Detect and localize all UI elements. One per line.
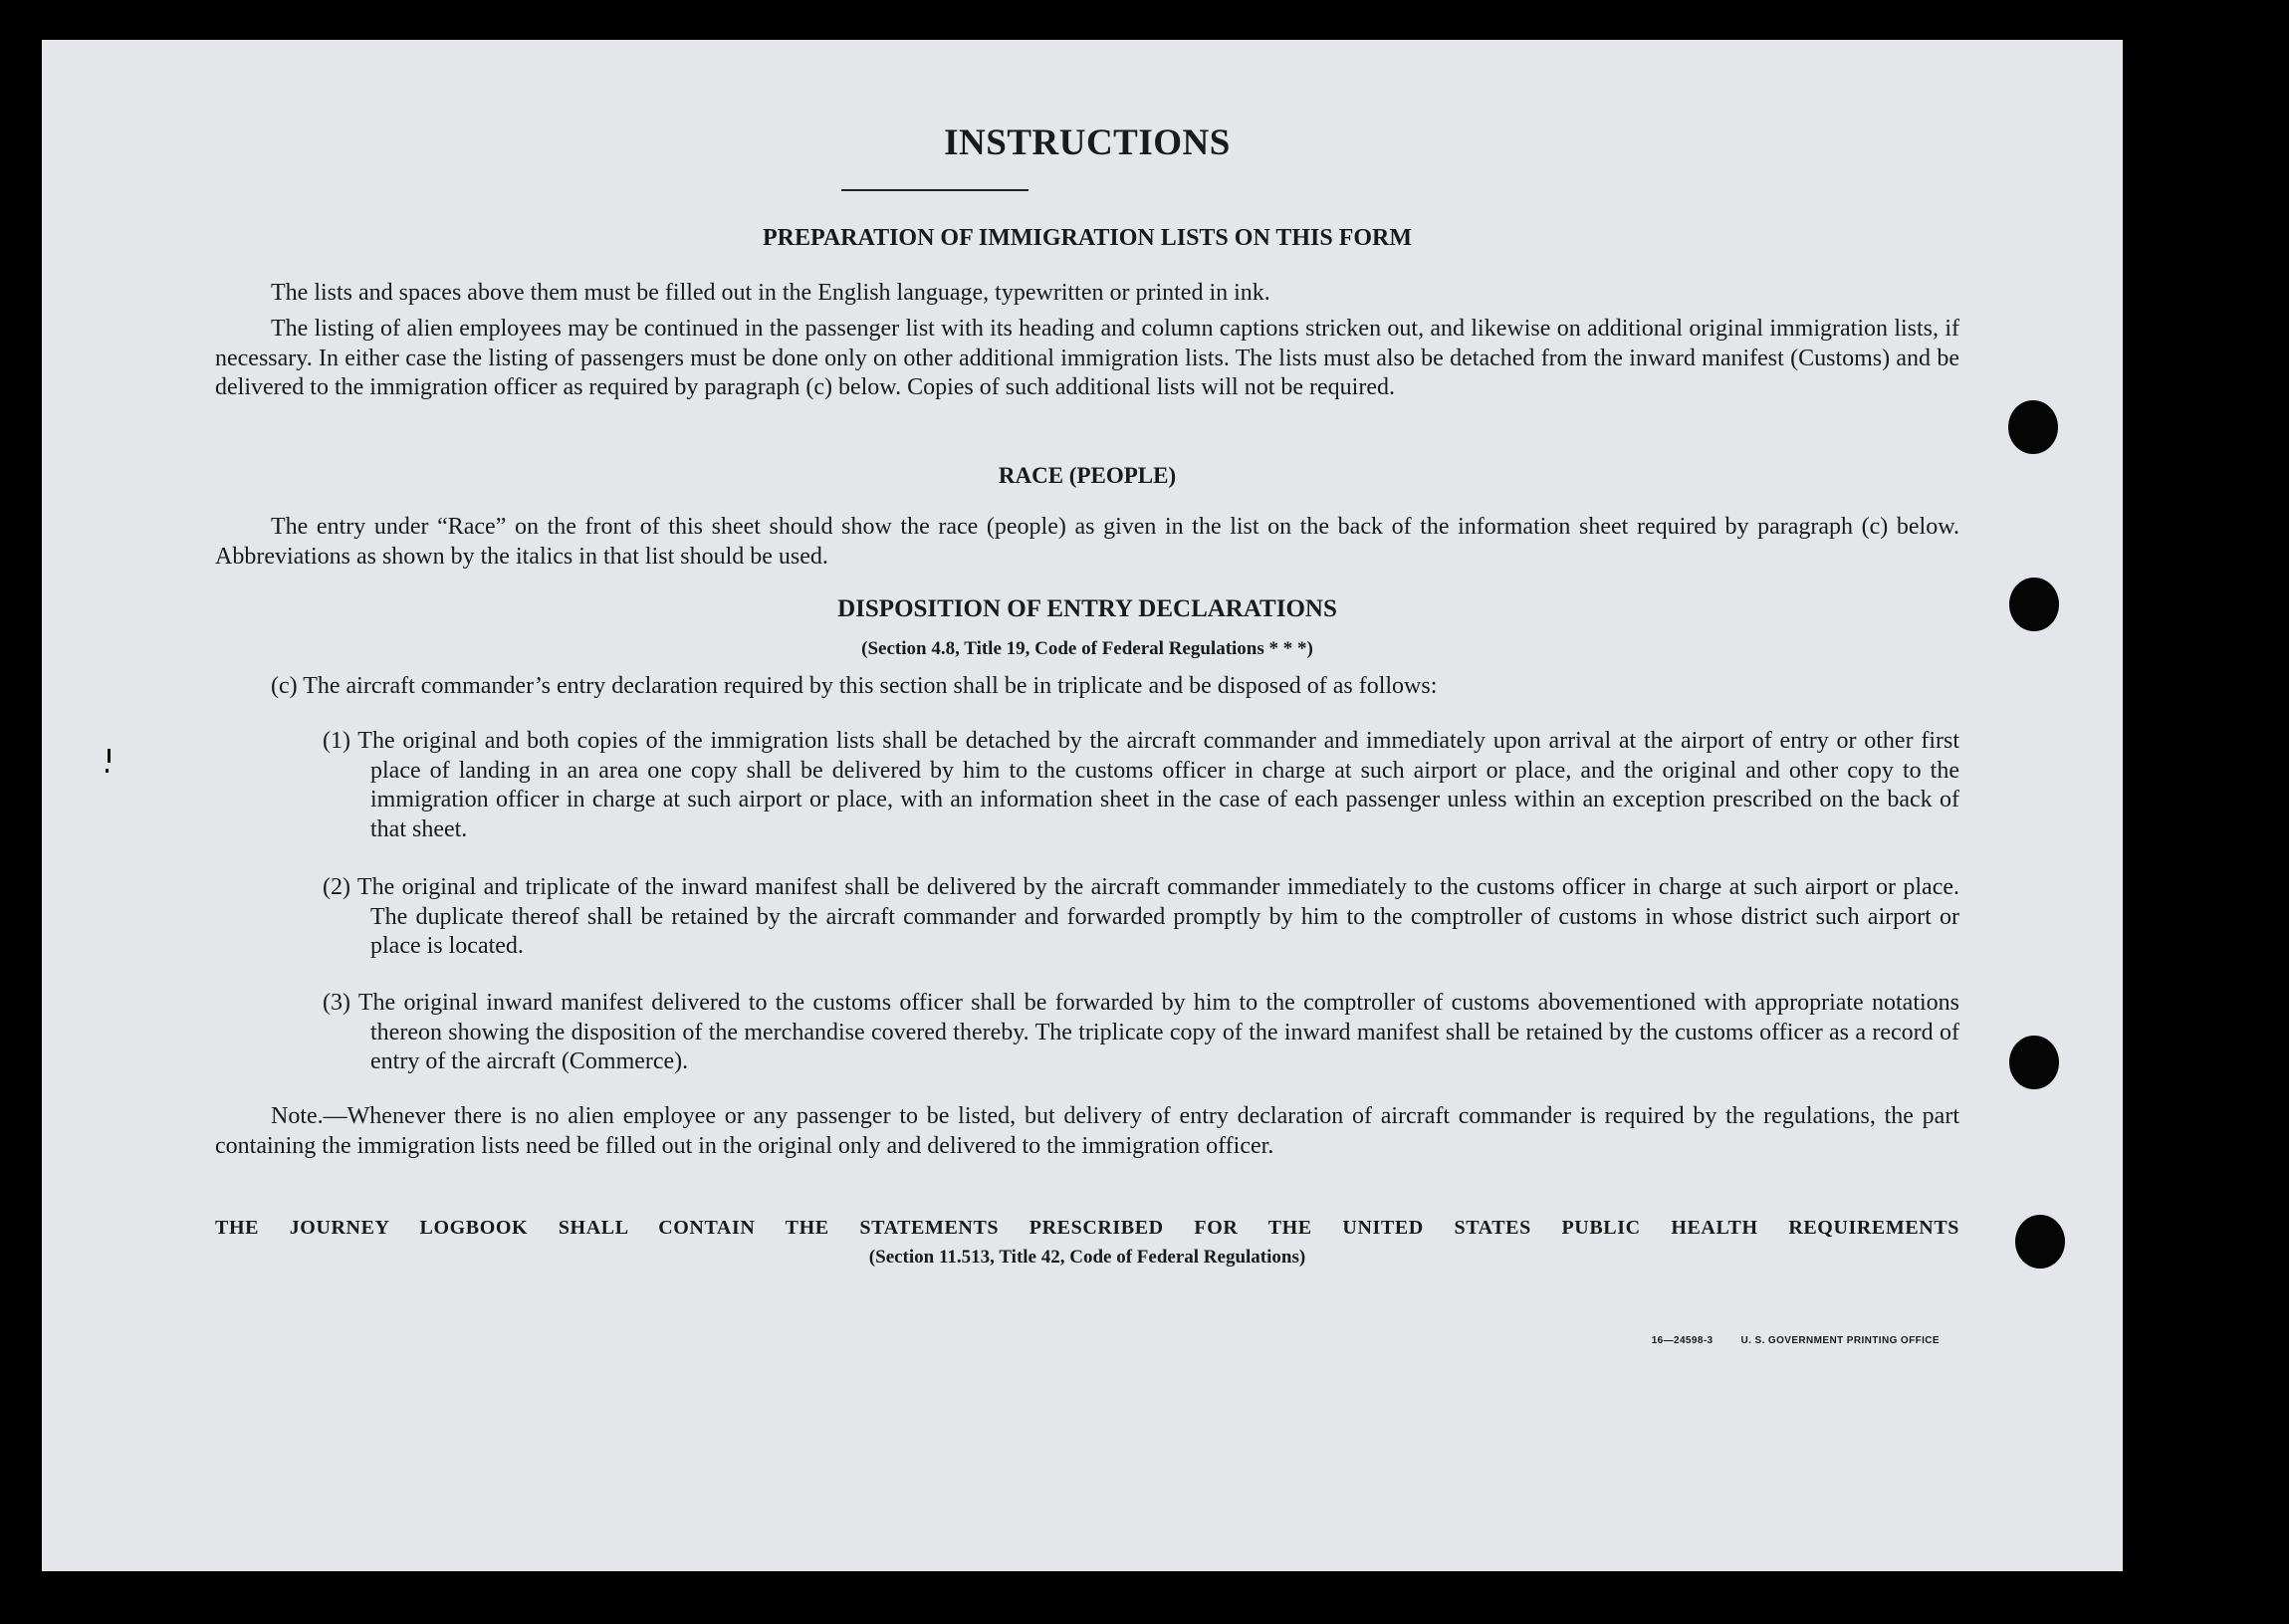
preparation-paragraph-2: The listing of alien employees may be continued in the passenger list with its heading and column captions stricken out, and likewise on additional original immigration lists, if necessary. In either case the listing of passengers must be done only on other additional immigration lists. The lists must also be detached from the inward manifest (Customs) and be delivered to the immigration officer as required by paragraph (c) below. Copies of such additional lists will not be required. [215, 316, 1959, 400]
document-sheet [42, 40, 2123, 1571]
race-heading: RACE (PEOPLE) [998, 463, 1177, 488]
margin-mark [108, 749, 111, 763]
disposition-heading: DISPOSITION OF ENTRY DECLARATIONS [837, 595, 1337, 622]
disposition-citation: (Section 4.8, Title 19, Code of Federal Regulations * * *) [861, 638, 1313, 659]
preparation-heading: PREPARATION OF IMMIGRATION LISTS ON THIS FORM [762, 225, 1413, 251]
disposition-item-3: (3) The original inward manifest delivered to the customs officer shall be forwarded by him to the comptroller of customs abovementioned with appropriate notations thereon showing the disposition of the merchandise covered thereby. The triplicate copy of the inward manifest shall be retained by the customs officer as a record of entry of the aircraft (Commerce). [323, 990, 1959, 1074]
title-rule [841, 189, 1029, 191]
health-citation: (Section 11.513, Title 42, Code of Federal Regulations) [868, 1247, 1306, 1268]
health-statement: THE JOURNEY LOGBOOK SHALL CONTAIN THE STATEMENTS PRESCRIBED FOR THE UNITED STATES PUBLIC HEALTH REQUIREMENTS [215, 1217, 1959, 1239]
punch-hole [2008, 400, 2058, 454]
margin-mark [106, 769, 109, 773]
disposition-item-1: (1) The original and both copies of the immigration lists shall be detached by the aircraft commander and immediately upon arrival at the airport of entry or other first place of landing in an area one copy shall be delivered by him to the customs officer in charge at such airport or place, and the original and other copy to the immigration officer in charge at such airport or place, with an information sheet in the case of each passenger unless within an exception prescribed on the back of that sheet. [323, 728, 1959, 842]
disposition-item-2: (2) The original and triplicate of the inward manifest shall be delivered by the aircraft commander immediately to the customs officer in charge at such airport or place. The duplicate thereof shall be retained by the aircraft commander and forwarded promptly by him to the comptroller of customs in whose district such airport or place is located. [323, 874, 1959, 959]
printing-footer [1624, 1335, 1940, 1346]
punch-hole [2015, 1215, 2065, 1269]
note-paragraph: Note.—Whenever there is no alien employee or any passenger to be listed, but delivery of entry declaration of aircraft commander is required by the regulations, the part containing the immigration lists need be filled out in the original only and delivered to the immigration officer. [215, 1103, 1959, 1159]
preparation-paragraph-1: The lists and spaces above them must be filled out in the English language, typewritten or printed in ink. [271, 280, 1270, 306]
punch-hole [2009, 578, 2059, 631]
punch-hole [2009, 1036, 2059, 1089]
race-paragraph: The entry under “Race” on the front of this sheet should show the race (people) as given in the list on the back of the information sheet required by paragraph (c) below. Abbreviations as shown by the italics in that list should be used. [215, 514, 1959, 570]
page-title: INSTRUCTIONS [944, 122, 1231, 163]
form-number: 16—24598-3 [1651, 1335, 1714, 1346]
printer-credit: U. S. GOVERNMENT PRINTING OFFICE [1740, 1335, 1940, 1346]
disposition-intro: (c) The aircraft commander’s entry declaration required by this section shall be in triplicate and be disposed of as follows: [271, 673, 1438, 699]
